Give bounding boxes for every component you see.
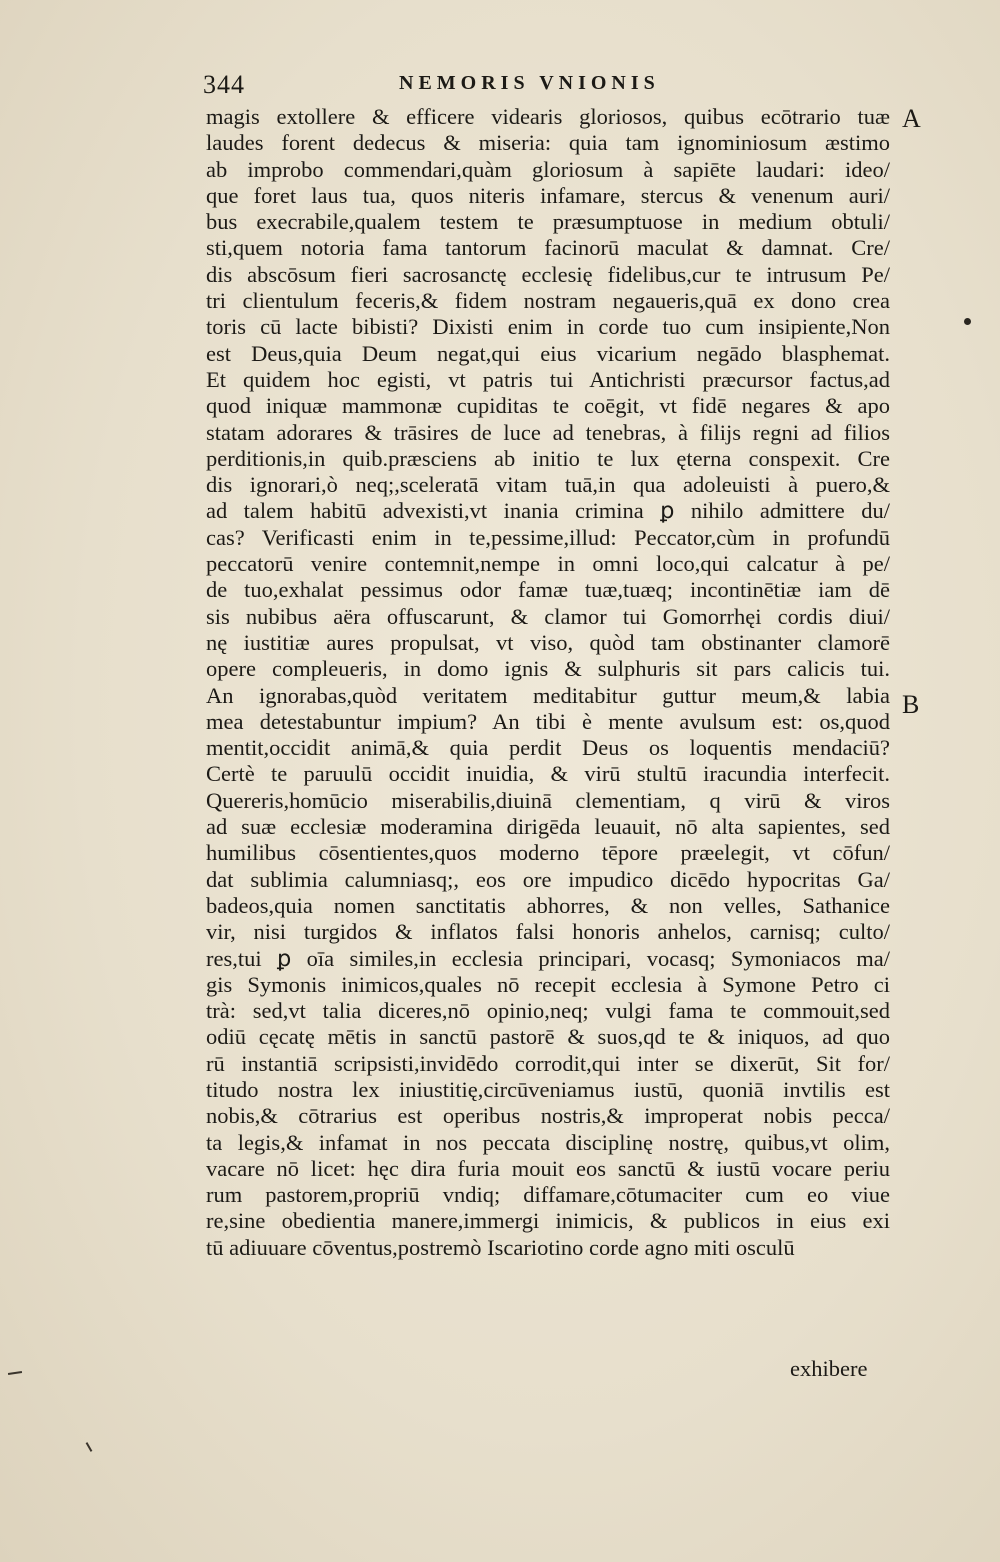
text-line: tū adiuuare cōventus,postremò Iscariotino corde agno miti osculū — [206, 1234, 795, 1260]
text-line: rum pastorem,propriū vndiq; diffamare,cōtumaciter cum eo viue — [206, 1182, 890, 1208]
text-line: tri clientulum feceris,& fidem nostram negaueris,quā ex dono crea — [206, 288, 890, 314]
text-line: perditionis,in quib.præsciens ab initio te lux ęterna conspexit. Cre — [206, 445, 890, 471]
text-line: ta legis,& infamat in nos peccata disciplinę nostrę, quibus,vt olim, — [206, 1129, 890, 1155]
text-line: bus execrabile,qualem testem te præsumptuose in medium obtuli/ — [206, 209, 890, 235]
text-line: ad suæ ecclesiæ moderamina dirigēda leuauit, nō alta sapientes, sed — [206, 814, 890, 840]
text-line: humilibus cōsentientes,quos moderno tēpore præelegit, vt cōfun/ — [206, 840, 890, 866]
text-line: titudo nostra lex iniustitię,circūveniamus iustū, quoniā invtilis est — [206, 1076, 890, 1102]
text-line: opere compleueris, in domo ignis & sulphuris sit pars calicis tui. — [206, 656, 890, 682]
text-line: ad talem habitū advexisti,vt inania crimina ꝑ nihilo admittere du/ — [206, 498, 890, 524]
margin-letter-a: A — [902, 104, 921, 133]
text-line: de tuo,exhalat pessimus odor famæ tuæ,tuæq; incontinētiæ iam dē — [206, 577, 890, 603]
text-line: Et quidem hoc egisti, vt patris tui Antichristi præcursor factus,ad — [206, 366, 890, 392]
text-line: gis Symonis inimicos,quales nō recepit ecclesia à Symone Petro ci — [206, 971, 890, 997]
text-line: res,tui ꝑ oīa similes,in ecclesia principari, vocasq; Symoniacos ma/ — [206, 945, 890, 971]
text-line: nę iustitiæ aures propulsat, vt viso, quòd tam obstinanter clamorē — [206, 629, 890, 655]
body-text — [206, 104, 890, 1261]
text-line: nobis,& cōtrarius est operibus nostris,& improperat nobis pecca/ — [206, 1103, 890, 1129]
text-line: Certè te paruulū occidit inuidia, & virū stultū iracundia interfecit. — [206, 761, 890, 787]
text-line: cas? Verificasti enim in te,pessime,illud: Peccator,cùm in profundū — [206, 524, 890, 550]
text-line: toris cū lacte bibisti? Dixisti enim in corde tuo cum insipiente,Non — [206, 314, 890, 340]
catchword: exhibere — [790, 1356, 868, 1381]
text-line: laudes forent dedecus & miseria: quia tam ignominiosum æstimo — [206, 130, 890, 156]
text-line: dat sublimia calumniasq;, eos ore impudico dicēdo hypocritas Ga/ — [206, 866, 890, 892]
page-header — [203, 70, 763, 98]
text-line: quod iniquæ mammonæ cupiditas te coēgit, vt fidē negares & apo — [206, 393, 890, 419]
text-line: sis nubibus aëra offuscarunt, & clamor tui Gomorrhęi cordis diui/ — [206, 603, 890, 629]
page-number: 344 — [203, 70, 245, 99]
text-line: statam adorares & trāsires de luce ad tenebras, à filijs regni ad filios — [206, 419, 890, 445]
text-line: vir, nisi turgidos & inflatos falsi honoris anhelos, carnisq; culto/ — [206, 919, 890, 945]
running-head: NEMORIS VNIONIS — [399, 72, 660, 94]
text-line: dis ignorari,ò neq;,sceleratā vitam tuā,in qua adoleuisti à puero,& — [206, 472, 890, 498]
text-line: ab improbo commendari,quàm gloriosum à sapiēte laudari: ideo/ — [206, 156, 890, 182]
text-line: trà: sed,vt talia diceres,nō opinio,neq; vulgi fama te commouit,sed — [206, 998, 890, 1024]
text-line: dis abscōsum fieri sacrosanctę ecclesię fidelibus,cur te intrusum Pe/ — [206, 261, 890, 287]
margin-mark — [8, 1371, 22, 1375]
text-line: mea detestabuntur impium? An tibi è mente avulsum est: os,quod — [206, 708, 890, 734]
text-line: vacare nō licet: hęc dira furia mouit eos sanctū & iustū vocare periu — [206, 1155, 890, 1181]
text-line: que foret laus tua, quos niteris infamare, stercus & venenum auri/ — [206, 182, 890, 208]
margin-letter-b: B — [902, 690, 920, 719]
text-line: re,sine obedientia manere,immergi inimicis, & publicos in eius exi — [206, 1208, 890, 1234]
text-line: peccatorū venire contemnit,nempe in omni loco,qui calcatur à pe/ — [206, 551, 890, 577]
text-line: odiū cęcatę mētis in sanctū pastorē & suos,qd te & iniquos, ad quo — [206, 1024, 890, 1050]
text-line: An ignorabas,quòd veritatem meditabitur guttur meum,& labia — [206, 682, 890, 708]
text-line: rū instantiā scripsisti,invidēdo corrodit,qui inter se dixerūt, Sit for/ — [206, 1050, 890, 1076]
margin-mark — [86, 1442, 93, 1452]
text-line: magis extollere & efficere videaris gloriosos, quibus ecōtrario tuæ — [206, 104, 890, 129]
text-line: est Deus,quia Deum negat,qui eius vicarium negādo blasphemat. — [206, 340, 890, 366]
text-line: mentit,occidit animā,& quia perdit Deus os loquentis mendaciū? — [206, 735, 890, 761]
text-line: badeos,quia nomen sanctitatis abhorres, & non velles, Sathanice — [206, 892, 890, 918]
ink-spot — [964, 318, 971, 325]
text-line: Quereris,homūcio miserabilis,diuinā clementiam, q virū & viros — [206, 787, 890, 813]
text-line: sti,quem notoria fama tantorum facinorū maculat & damnat. Cre/ — [206, 235, 890, 261]
